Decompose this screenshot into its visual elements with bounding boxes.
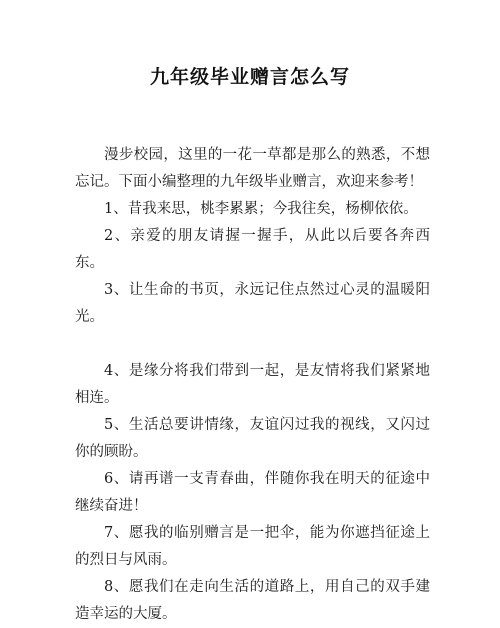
list-item: 7、愿我的临别赠言是一把伞，能为你遮挡征途上的烈日与风雨。 <box>75 525 430 568</box>
list-item: 3、让生命的书页，永远记住点然过心灵的温暖阳光。 <box>75 282 430 325</box>
list-item: 4、是缘分将我们带到一起，是友情将我们紧紧地相连。 <box>75 363 430 406</box>
paragraph-spacer <box>75 331 430 358</box>
list-item: 8、愿我们在走向生活的道路上，用自己的双手建造幸运的大厦。 <box>75 579 430 622</box>
document-body <box>75 142 430 628</box>
document-title: 九年级毕业赠言怎么写 <box>149 66 350 88</box>
list-item: 2、亲爱的朋友请握一握手，从此以后要各奔西东。 <box>75 228 430 271</box>
list-item: 1、昔我来思，桃李累累；今我往矣，杨柳依依。 <box>104 201 418 217</box>
list-item: 5、生活总要讲情缘，友谊闪过我的视线，又闪过你的顾盼。 <box>75 417 430 460</box>
intro-paragraph: 漫步校园，这里的一花一草都是那么的熟悉，不想忘记。下面小编整理的九年级毕业赠言，欢迎来参考！ <box>75 147 430 190</box>
list-item: 6、请再谱一支青春曲，伴随你我在明天的征途中继续奋进！ <box>75 471 430 514</box>
